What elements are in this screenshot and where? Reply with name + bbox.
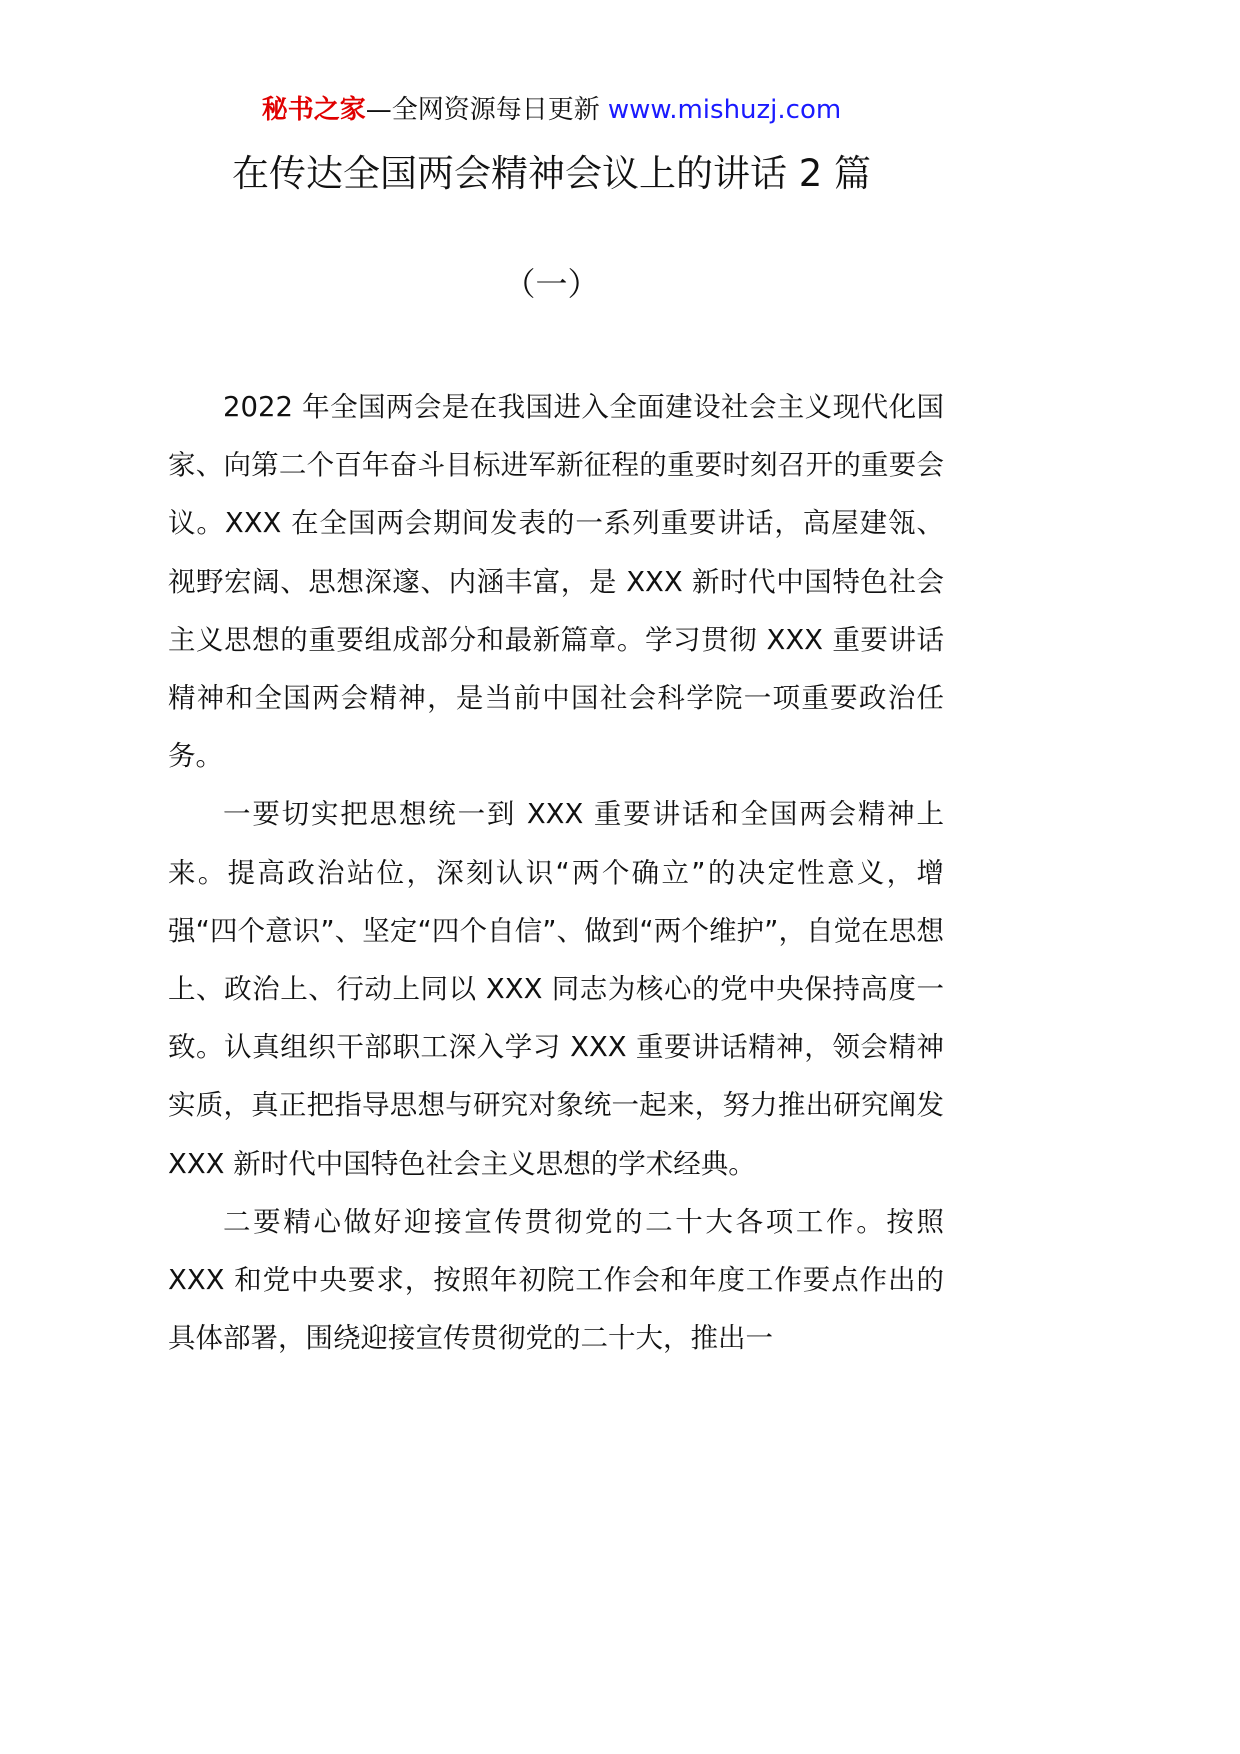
website-link[interactable]: www.mishuzj.com bbox=[607, 95, 842, 125]
header-tagline: —全网资源每日更新 bbox=[365, 95, 600, 125]
paragraph: 2022 年全国两会是在我国进入全面建设社会主义现代化国家、向第二个百年奋斗目标进军新征程的重要时刻召开的重要会议。XXX 在全国两会期间发表的一系列重要讲话，高屋建瓴、视野宏阔、思想深邃、内涵丰富，是 XXX 新时代中国特色社会主义思想的重要组成部分和最新篇章。学习贯彻 XXX 重要讲话精神和全国两会精神，是当前中国社会科学院一项重要政治任务。 bbox=[168, 391, 944, 773]
document-title: 在传达全国两会精神会议上的讲话 2 篇 bbox=[231, 152, 872, 195]
paragraph: 二要精心做好迎接宣传贯彻党的二十大各项工作。按照 XXX 和党中央要求，按照年初院工作会和年度工作要点作出的具体部署，围绕迎接宣传贯彻党的二十大，推出一 bbox=[168, 1205, 944, 1355]
document-body bbox=[168, 378, 944, 1367]
paragraph: 一要切实把思想统一到 XXX 重要讲话和全国两会精神上来。提高政治站位，深刻认识“两个确立”的决定性意义，增强“四个意识”、坚定“四个自信”、做到“两个维护”，自觉在思想上、政治上、行动上同以 XXX 同志为核心的党中央保持高度一致。认真组织干部职工深入学习 XXX 重要讲话精神，领会精神实质，真正把指导思想与研究对象统一起来，努力推出研究阐发 XXX 新时代中国特色社会主义思想的学术经典。 bbox=[168, 798, 944, 1180]
header-banner bbox=[0, 90, 1103, 130]
section-heading: （一） bbox=[503, 265, 600, 303]
brand-name: 秘书之家 bbox=[261, 95, 366, 125]
